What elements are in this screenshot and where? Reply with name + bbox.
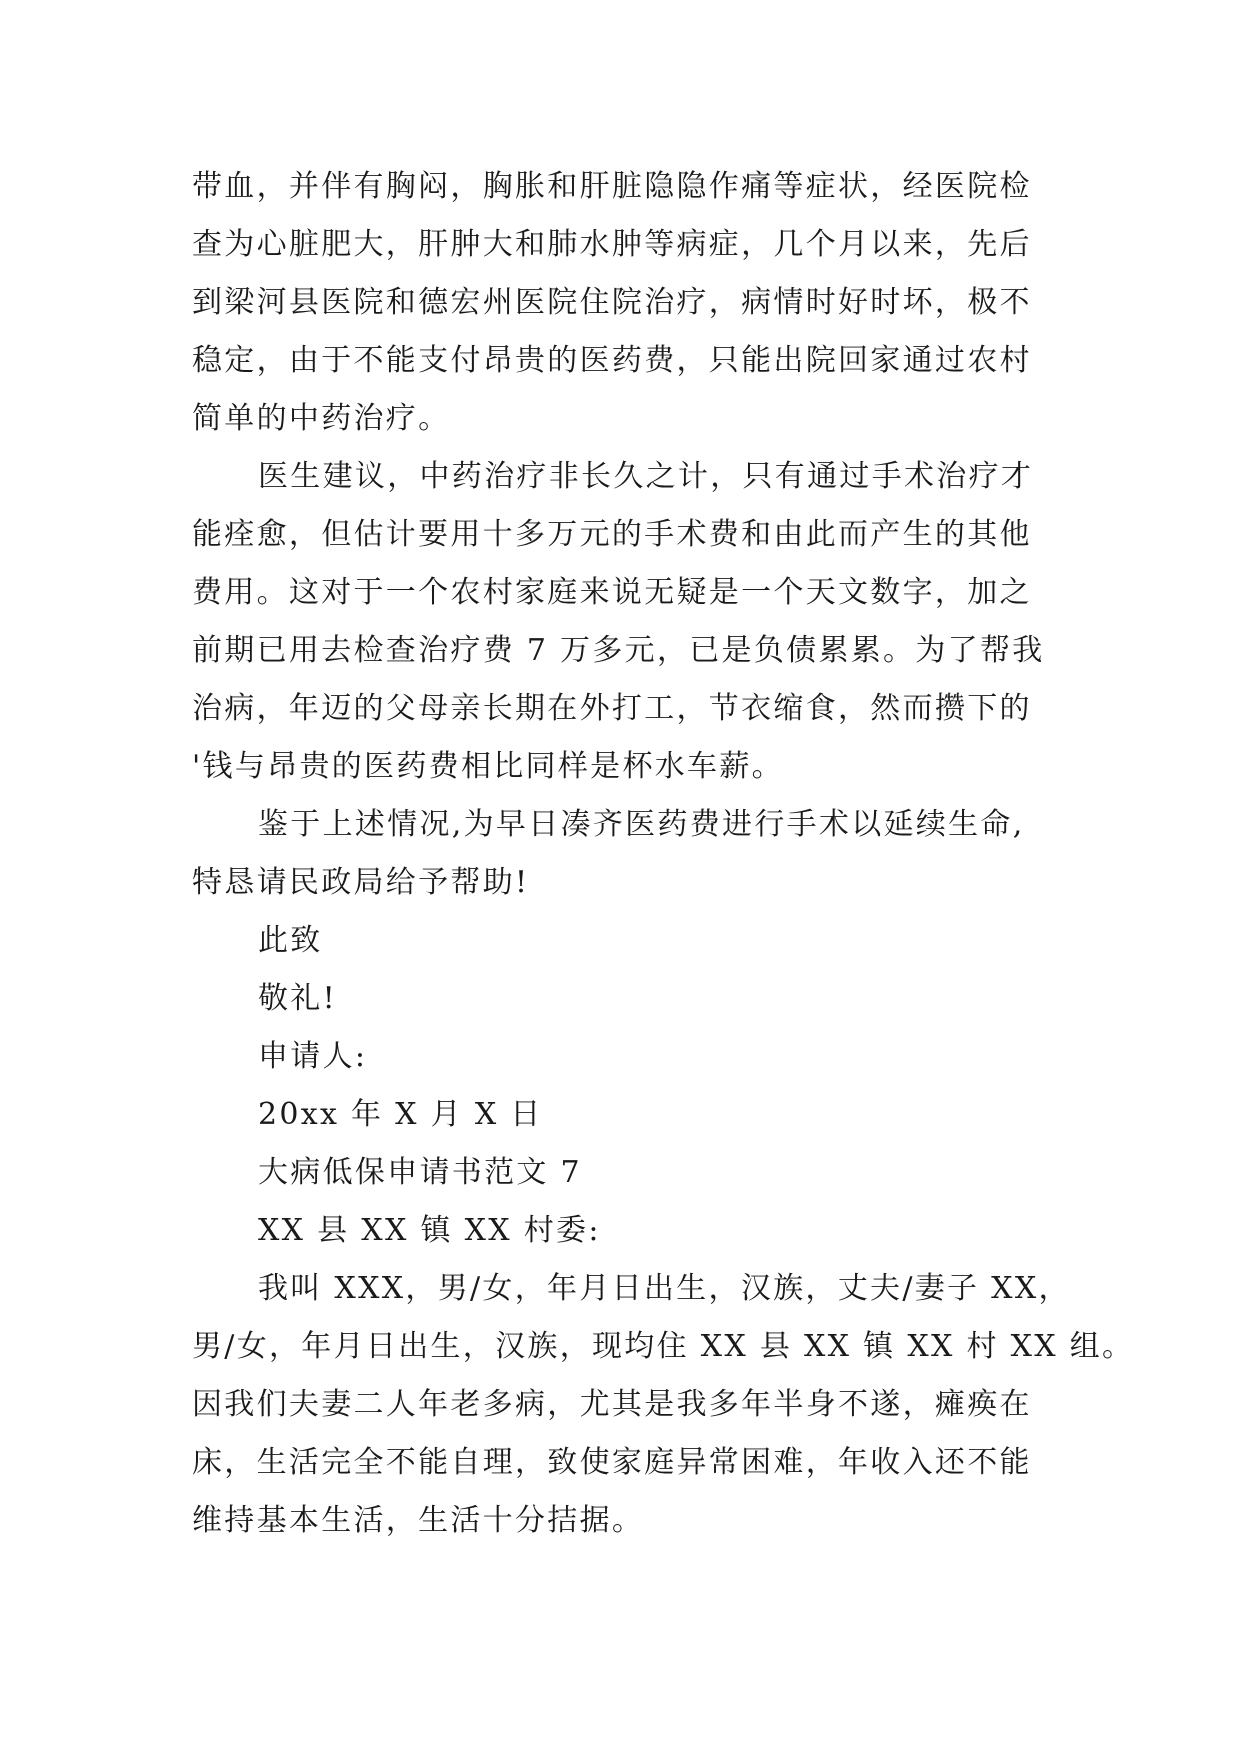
text-line: '钱与昂贵的医药费相比同样是杯水车薪。 (192, 749, 784, 784)
document-body (192, 158, 1135, 1550)
closing-salutation: 此致 (258, 923, 323, 958)
text-line: 简单的中药治疗。 (192, 401, 451, 436)
applicant-label: 申请人: (258, 1039, 368, 1074)
text-line: 鉴于上述情况,为早日凑齐医药费进行手术以延续生命, (258, 807, 1025, 842)
text-line: 我叫 XXX，男/女，年月日出生，汉族，丈夫/妻子 XX， (258, 1271, 1071, 1306)
text-line: 前期已用去检查治疗费 7 万多元，已是负债累累。为了帮我 (192, 633, 1045, 668)
text-line: 能痊愈，但估计要用十多万元的手术费和由此而产生的其他 (192, 517, 1032, 552)
text-line: 稳定，由于不能支付昂贵的医药费，只能出院回家通过农村 (192, 343, 1032, 378)
text-line: 维持基本生活，生活十分拮据。 (192, 1503, 645, 1538)
section-title: 大病低保申请书范文 7 (258, 1155, 582, 1190)
text-line: 床，生活完全不能自理，致使家庭异常困难，年收入还不能 (192, 1445, 1032, 1480)
recipient-line: XX 县 XX 镇 XX 村委: (258, 1213, 601, 1248)
closing-regards: 敬礼! (258, 981, 337, 1016)
date-line: 20xx 年 X 月 X 日 (258, 1097, 543, 1132)
text-line: 因我们夫妻二人年老多病，尤其是我多年半身不遂，瘫痪在 (192, 1387, 1032, 1422)
text-line: 医生建议，中药治疗非长久之计，只有通过手术治疗才 (258, 459, 1034, 494)
text-line: 特恳请民政局给予帮助! (192, 865, 530, 900)
text-line: 到梁河县医院和德宏州医院住院治疗，病情时好时坏，极不 (192, 285, 1032, 320)
text-line: 治病，年迈的父母亲长期在外打工，节衣缩食，然而攒下的 (192, 691, 1032, 726)
text-line: 带血，并伴有胸闷，胸胀和肝脏隐隐作痛等症状，经医院检 (192, 169, 1032, 204)
text-line: 费用。这对于一个农村家庭来说无疑是一个天文数字，加之 (192, 575, 1032, 610)
text-line: 男/女，年月日出生，汉族，现均住 XX 县 XX 镇 XX 村 XX 组。 (192, 1329, 1135, 1364)
text-line: 查为心脏肥大，肝肿大和肺水肿等病症，几个月以来，先后 (192, 227, 1032, 262)
